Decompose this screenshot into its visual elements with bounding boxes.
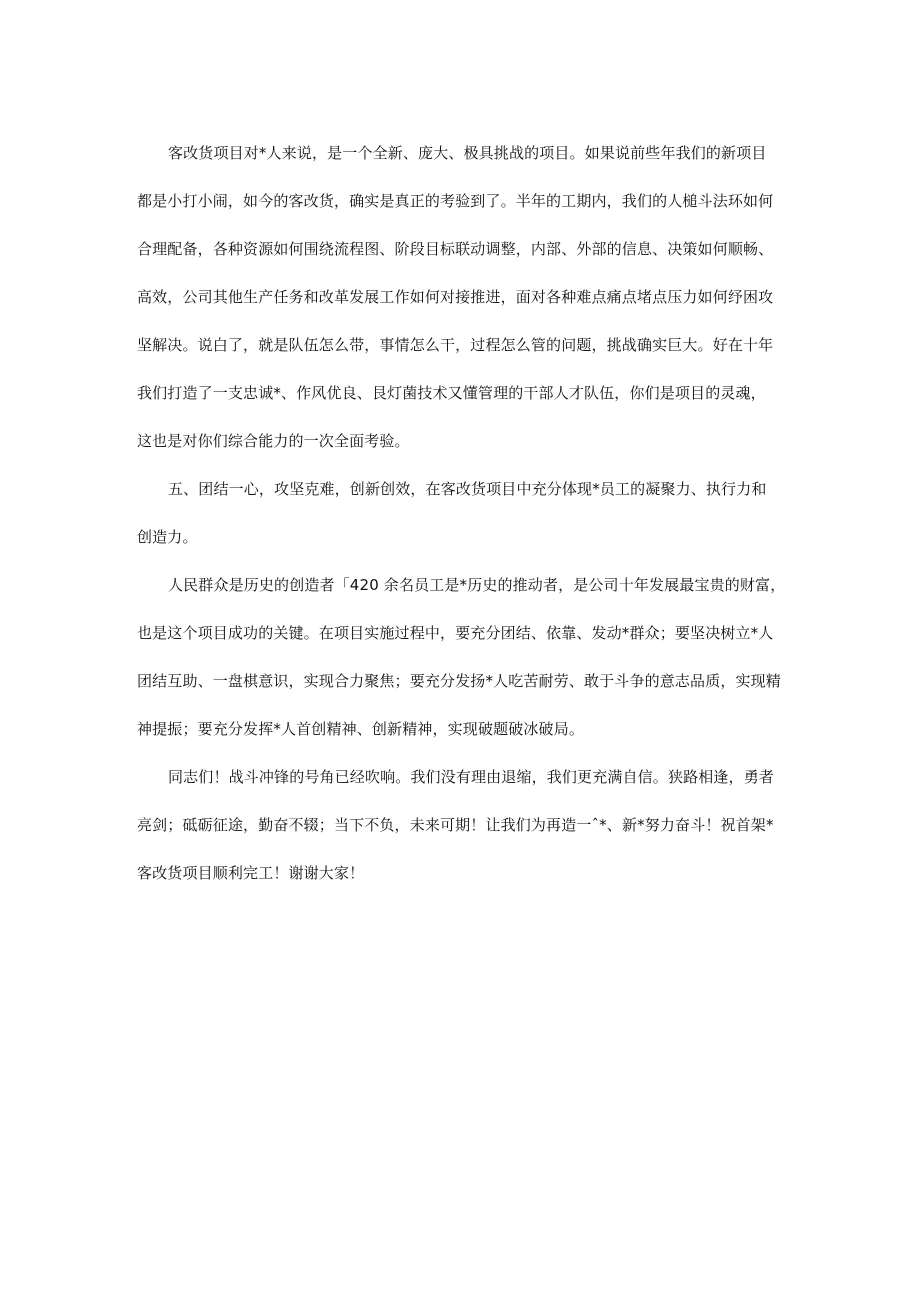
paragraph-line: 合理配备，各种资源如何围绕流程图、阶段目标联动调整，内部、外部的信息、决策如何顺畅、 bbox=[137, 240, 774, 258]
paragraph-line: 同志们！战斗冲锋的号角已经吹响。我们没有理由退缩，我们更充满自信。狭路相逢，勇者 bbox=[168, 768, 775, 786]
paragraph-line: 都是小打小闹，如今的客改货，确实是真正的考验到了。半年的工期内，我们的人槌斗法环如何 bbox=[137, 192, 774, 210]
paragraph-line: 客改货项目对*人来说，是一个全新、庞大、极具挑战的项目。如果说前些年我们的新项目 bbox=[168, 144, 767, 162]
paragraph-line: 五、团结一心，攻坚克难，创新创效，在客改货项目中充分体现*员工的凝聚力、执行力和 bbox=[168, 480, 767, 498]
paragraph-line: 神提振；要充分发挥*人首创精神、创新精神，实现破题破冰破局。 bbox=[137, 720, 585, 738]
paragraph-line: 坚解决。说白了，就是队伍怎么带，事情怎么干，过程怎么管的问题，挑战确实巨大。好在十年 bbox=[137, 336, 774, 354]
paragraph-line: 人民群众是历史的创造者「420 余名员工是*历史的推动者，是公司十年发展最宝贵的财富， bbox=[168, 576, 786, 594]
paragraph-line: 客改货项目顺利完工！谢谢大家！ bbox=[137, 864, 365, 882]
paragraph-line: 这也是对你们综合能力的一次全面考验。 bbox=[137, 432, 410, 450]
paragraph-line: 我们打造了一支忠诚*、作风优良、艮灯菌技术又懂管理的干部人才队伍，你们是项目的灵魂， bbox=[137, 384, 766, 402]
paragraph-line: 高效，公司其他生产任务和改革发展工作如何对接推进，面对各种难点痛点堵点压力如何纾困攻 bbox=[137, 288, 774, 306]
paragraph-line: 创造力。 bbox=[137, 528, 198, 546]
paragraph-line: 也是这个项目成功的关键。在项目实施过程中，要充分团结、依靠、发动*群众；要坚决树立*人 bbox=[137, 624, 774, 642]
paragraph-line: 亮剑；砥砺征途，勤奋不辍；当下不负，未来可期！让我们为再造一ˆ*、新*努力奋斗！祝首架* bbox=[137, 816, 774, 834]
paragraph-line: 团结互助、一盘棋意识，实现合力聚焦；要充分发扬*人吃苦耐劳、敢于斗争的意志品质，实现精 bbox=[137, 672, 781, 690]
